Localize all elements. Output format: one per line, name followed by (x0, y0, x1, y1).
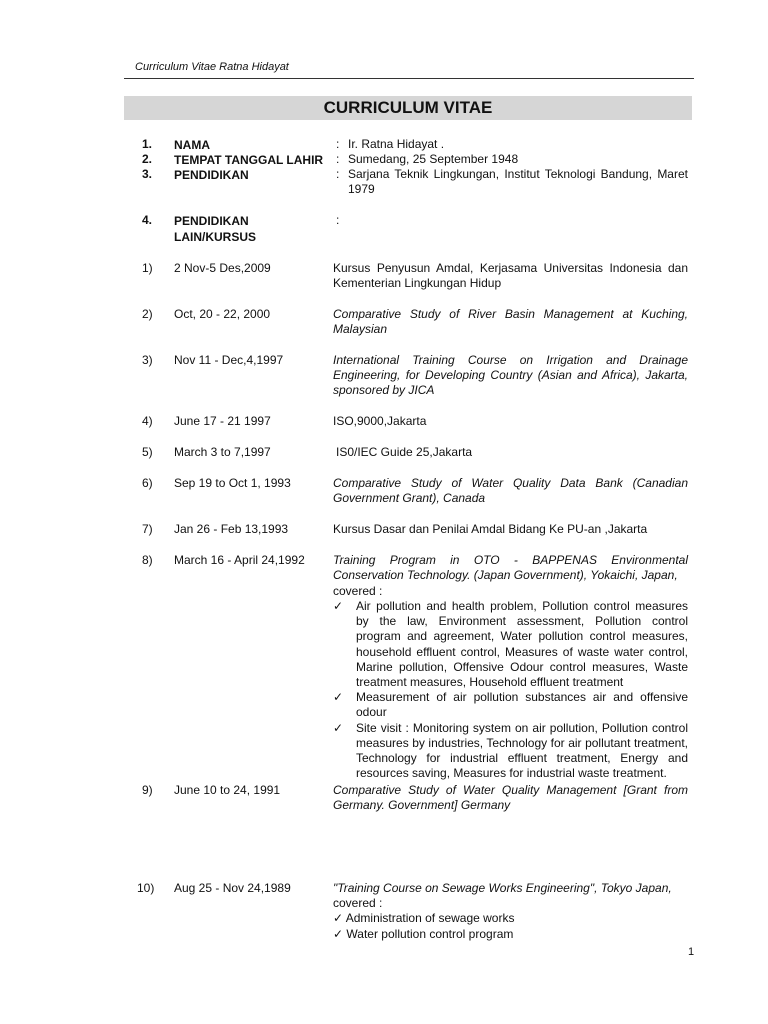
course-date: 2 Nov-5 Des,2009 (174, 261, 271, 275)
check-icon: ✓ (333, 720, 344, 735)
row-label: TEMPAT TANGGAL LAHIR (174, 153, 324, 167)
colon: : (336, 137, 340, 151)
list-item-text: Water pollution control program (346, 926, 514, 941)
course-description: "Training Course on Sewage Works Engineering", Tokyo Japan, (333, 881, 672, 895)
course-number: 7) (142, 522, 153, 536)
list-item (333, 927, 688, 943)
row-number: 4. (142, 213, 153, 227)
document-title: CURRICULUM VITAE (124, 96, 692, 120)
list-item (333, 721, 688, 782)
row-number: 3. (142, 167, 153, 181)
course-description: Comparative Study of River Basin Management at Kuching, Malaysian (333, 307, 688, 336)
row-value: Ir. Ratna Hidayat . (348, 137, 445, 151)
course-number: 3) (142, 353, 153, 367)
course-date: March 3 to 7,1997 (174, 445, 271, 459)
course-description: International Training Course on Irrigation and Drainage Engineering, for Developing Country (Asian and Africa), Jakarta, sponsored by JICA (333, 353, 688, 397)
course-number: 8) (142, 553, 153, 567)
covered-label: covered : (333, 896, 383, 910)
list-item (333, 690, 688, 720)
covered-list (333, 911, 688, 942)
covered-list (333, 599, 688, 781)
course-description: IS0/IEC Guide 25,Jakarta (336, 445, 473, 459)
course-date: June 17 - 21 1997 (174, 414, 271, 428)
colon: : (336, 167, 340, 181)
check-icon: ✓ (333, 911, 344, 925)
course-date: March 16 - April 24,1992 (174, 553, 305, 567)
course-date: Aug 25 - Nov 24,1989 (174, 881, 291, 895)
row-label: PENDIDIKAN LAIN/KURSUS (174, 214, 257, 244)
course-description: Comparative Study of Water Quality Data Bank (Canadian Government Grant), Canada (333, 476, 688, 505)
check-icon: ✓ (333, 599, 344, 613)
course-description: Kursus Penyusun Amdal, Kerjasama Universitas Indonesia dan Kementerian Lingkungan Hidup (333, 261, 688, 290)
course-description: Training Program in OTO - BAPPENAS Environmental Conservation Technology. (Japan Government), Yokaichi, Japan, (333, 553, 688, 582)
header-rule (124, 78, 694, 79)
row-label: PENDIDIKAN (174, 168, 249, 182)
course-number: 5) (142, 445, 153, 459)
covered-label: covered : (333, 584, 383, 598)
course-number: 9) (142, 783, 153, 797)
course-date: Oct, 20 - 22, 2000 (174, 307, 271, 321)
list-item (333, 599, 688, 690)
course-date: Nov 11 - Dec,4,1997 (174, 353, 284, 367)
list-item-text: Air pollution and health problem, Pollution control measures by the law, Environment assessment, Pollution control program and agreement, Water pollution control measures, household effluent control, Measures of waste water control, Marine pollution, Offensive Odour control measures, Waste treatment measures, Household effluent treatment (356, 599, 688, 690)
course-date: June 10 to 24, 1991 (174, 783, 281, 797)
row-number: 1. (142, 137, 153, 151)
course-number: 2) (142, 307, 153, 321)
list-item-text: Administration of sewage works (345, 911, 515, 925)
row-number: 2. (142, 152, 153, 166)
check-icon: ✓ (333, 926, 344, 941)
row-value: Sarjana Teknik Lingkungan, Institut Teknologi Bandung, Maret 1979 (348, 167, 688, 196)
course-description: Comparative Study of Water Quality Management [Grant from Germany. Government] Germany (333, 783, 688, 812)
colon: : (336, 152, 340, 166)
list-item-text: Site visit : Monitoring system on air pollution, Pollution control measures by industries, Technology for air pollutant treatment, Technology for industrial effluent treatment, Energy and resources saving, Measures for industrial waste treatment. (356, 720, 688, 781)
course-number: 4) (142, 414, 153, 428)
course-date: Sep 19 to Oct 1, 1993 (174, 476, 291, 490)
course-number: 10) (137, 881, 155, 895)
course-date: Jan 26 - Feb 13,1993 (174, 522, 289, 536)
course-description: Kursus Dasar dan Penilai Amdal Bidang Ke PU-an ,Jakarta (333, 522, 648, 536)
row-label: NAMA (174, 138, 210, 152)
course-description: ISO,9000,Jakarta (333, 414, 427, 428)
list-item (333, 911, 688, 927)
list-item-text: Measurement of air pollution substances air and offensive odour (356, 690, 688, 720)
course-number: 1) (142, 261, 153, 275)
colon: : (336, 213, 340, 227)
page-header: Curriculum Vitae Ratna Hidayat (135, 61, 289, 73)
page-number: 1 (688, 946, 695, 958)
row-value: Sumedang, 25 September 1948 (348, 152, 519, 166)
course-number: 6) (142, 476, 153, 490)
check-icon: ✓ (333, 690, 344, 705)
